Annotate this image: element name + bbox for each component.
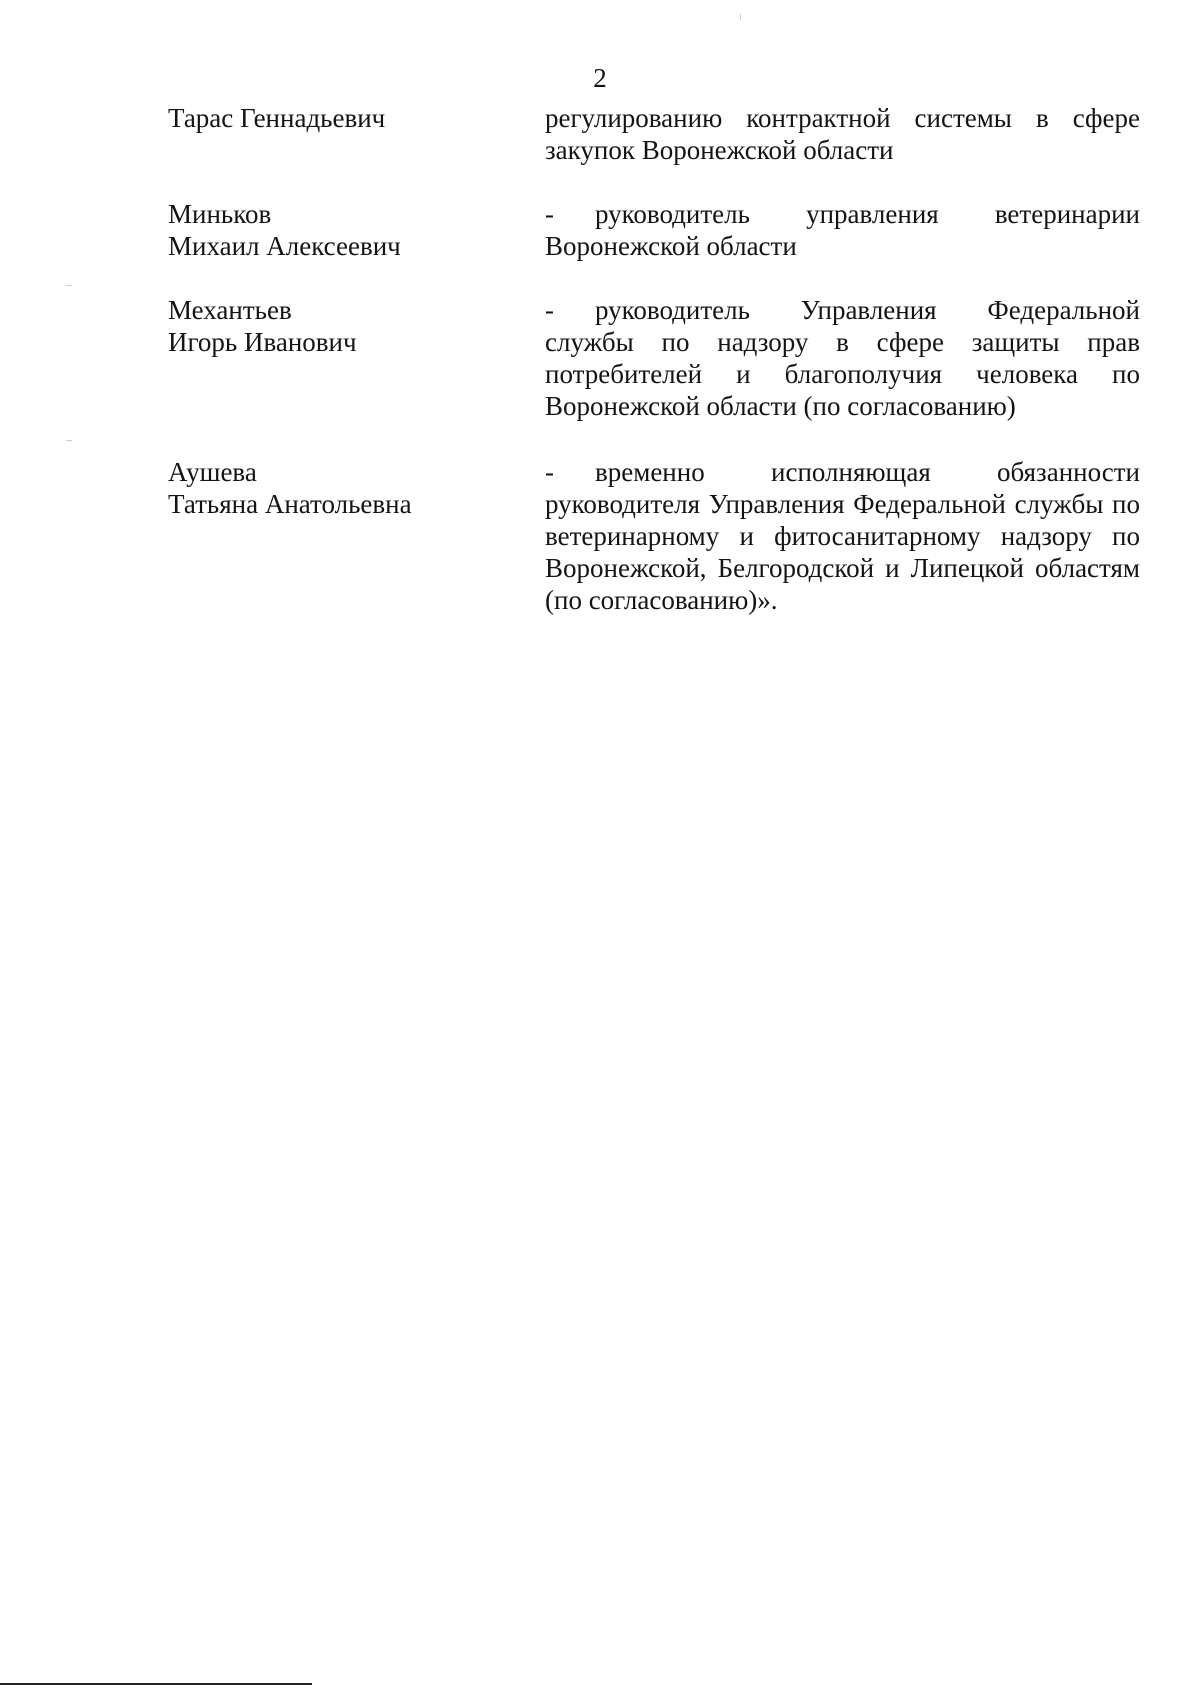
scan-artifact <box>66 285 72 286</box>
page-number: 2 <box>593 63 607 93</box>
member-given-names: Татьяна Анатольевна <box>168 489 412 519</box>
member-name-line: Тарас Геннадьевич <box>168 103 386 133</box>
member-position <box>545 198 1140 262</box>
member-position <box>545 102 1140 166</box>
member-given-names: Игорь Иванович <box>168 327 357 357</box>
position-text: регулированию контрактной системы в сфере закупок Воронежской области <box>545 103 1140 165</box>
member-given-names: Михаил Алексеевич <box>168 231 401 261</box>
dash-marker: - <box>545 199 554 229</box>
scan-artifact <box>740 14 741 20</box>
member-surname: Механтьев <box>168 295 292 325</box>
position-text: руководитель Управления Федеральной службы по надзору в сфере защиты прав потребителей и благополучия человека по Воронежской области (по согласованию) <box>545 295 1140 421</box>
member-surname: Аушева <box>168 457 257 487</box>
member-surname: Миньков <box>168 199 272 229</box>
member-name <box>168 102 508 134</box>
member-name <box>168 198 508 262</box>
dash-marker: - <box>545 295 554 325</box>
member-name <box>168 456 508 520</box>
member-position <box>545 456 1140 616</box>
member-position <box>545 294 1140 422</box>
position-text: временно исполняющая обязанности руководителя Управления Федеральной службы по ветеринарному и фитосанитарному надзору по Воронежской, Белгородской и Липецкой областям (по согласованию)». <box>545 457 1140 615</box>
member-name <box>168 294 508 358</box>
scan-artifact <box>66 440 72 441</box>
dash-marker: - <box>545 457 554 487</box>
footer-rule <box>0 1683 312 1685</box>
position-text: руководитель управления ветеринарии Воронежской области <box>545 199 1140 261</box>
